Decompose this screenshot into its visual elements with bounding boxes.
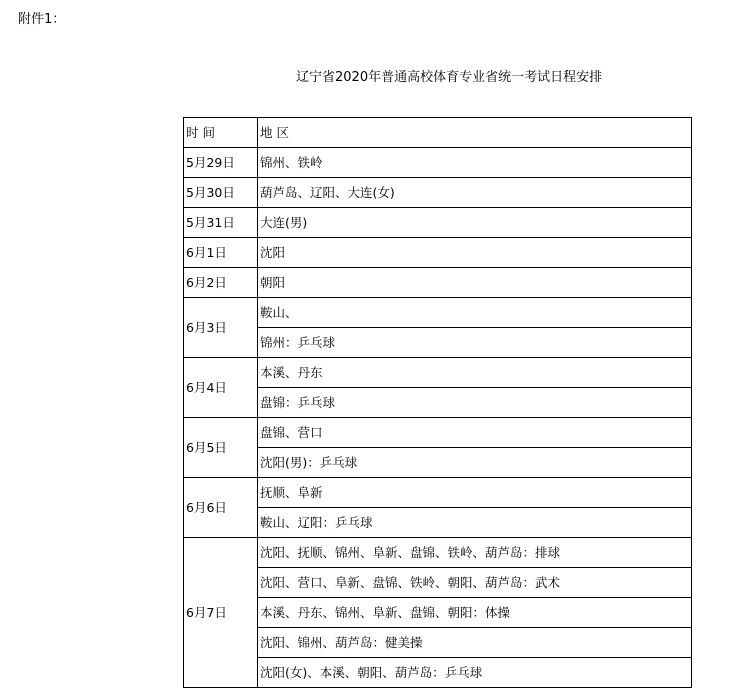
schedule-table (183, 117, 692, 688)
header-date-cell: 时 间 (184, 118, 258, 148)
date-cell: 5月31日 (184, 208, 258, 238)
region-cell: 锦州、铁岭 (258, 148, 692, 178)
header-region-cell: 地 区 (258, 118, 692, 148)
table-row (184, 448, 692, 478)
table-row (184, 508, 692, 538)
table-row (184, 358, 692, 388)
table-row (184, 538, 692, 568)
attachment-label: 附件1： (18, 12, 66, 27)
table-row (184, 238, 692, 268)
region-cell: 沈阳(女)、本溪、朝阳、葫芦岛：乒乓球 (258, 658, 692, 688)
region-cell: 抚顺、阜新 (258, 478, 692, 508)
table-row (184, 568, 692, 598)
table-row (184, 598, 692, 628)
region-cell: 沈阳(男)：乒乓球 (258, 448, 692, 478)
table-row (184, 298, 692, 328)
table-row (184, 388, 692, 418)
region-cell: 本溪、丹东、锦州、阜新、盘锦、朝阳：体操 (258, 598, 692, 628)
region-cell: 大连(男) (258, 208, 692, 238)
schedule-table-body (184, 118, 692, 688)
region-cell: 朝阳 (258, 268, 692, 298)
date-cell: 6月1日 (184, 238, 258, 268)
region-cell: 沈阳、营口、阜新、盘锦、铁岭、朝阳、葫芦岛：武术 (258, 568, 692, 598)
region-cell: 本溪、丹东 (258, 358, 692, 388)
table-row (184, 268, 692, 298)
date-cell: 6月6日 (184, 478, 258, 538)
table-row (184, 328, 692, 358)
table-header-row (184, 118, 692, 148)
region-cell: 葫芦岛、辽阳、大连(女) (258, 178, 692, 208)
table-row (184, 148, 692, 178)
date-cell: 6月5日 (184, 418, 258, 478)
date-cell: 6月2日 (184, 268, 258, 298)
table-row (184, 628, 692, 658)
region-cell: 锦州：乒乓球 (258, 328, 692, 358)
region-cell: 沈阳、抚顺、锦州、阜新、盘锦、铁岭、葫芦岛：排球 (258, 538, 692, 568)
region-cell: 盘锦：乒乓球 (258, 388, 692, 418)
region-cell: 鞍山、 (258, 298, 692, 328)
table-row (184, 658, 692, 688)
date-cell: 6月3日 (184, 298, 258, 358)
region-cell: 鞍山、辽阳：乒乓球 (258, 508, 692, 538)
date-cell: 5月30日 (184, 178, 258, 208)
date-cell: 6月7日 (184, 538, 258, 688)
table-row (184, 178, 692, 208)
date-cell: 6月4日 (184, 358, 258, 418)
region-cell: 盘锦、营口 (258, 418, 692, 448)
document-title: 辽宁省2020年普通高校体育专业省统一考试日程安排 (296, 70, 603, 85)
table-row (184, 208, 692, 238)
region-cell: 沈阳、锦州、葫芦岛：健美操 (258, 628, 692, 658)
table-row (184, 478, 692, 508)
date-cell: 5月29日 (184, 148, 258, 178)
region-cell: 沈阳 (258, 238, 692, 268)
table-row (184, 418, 692, 448)
